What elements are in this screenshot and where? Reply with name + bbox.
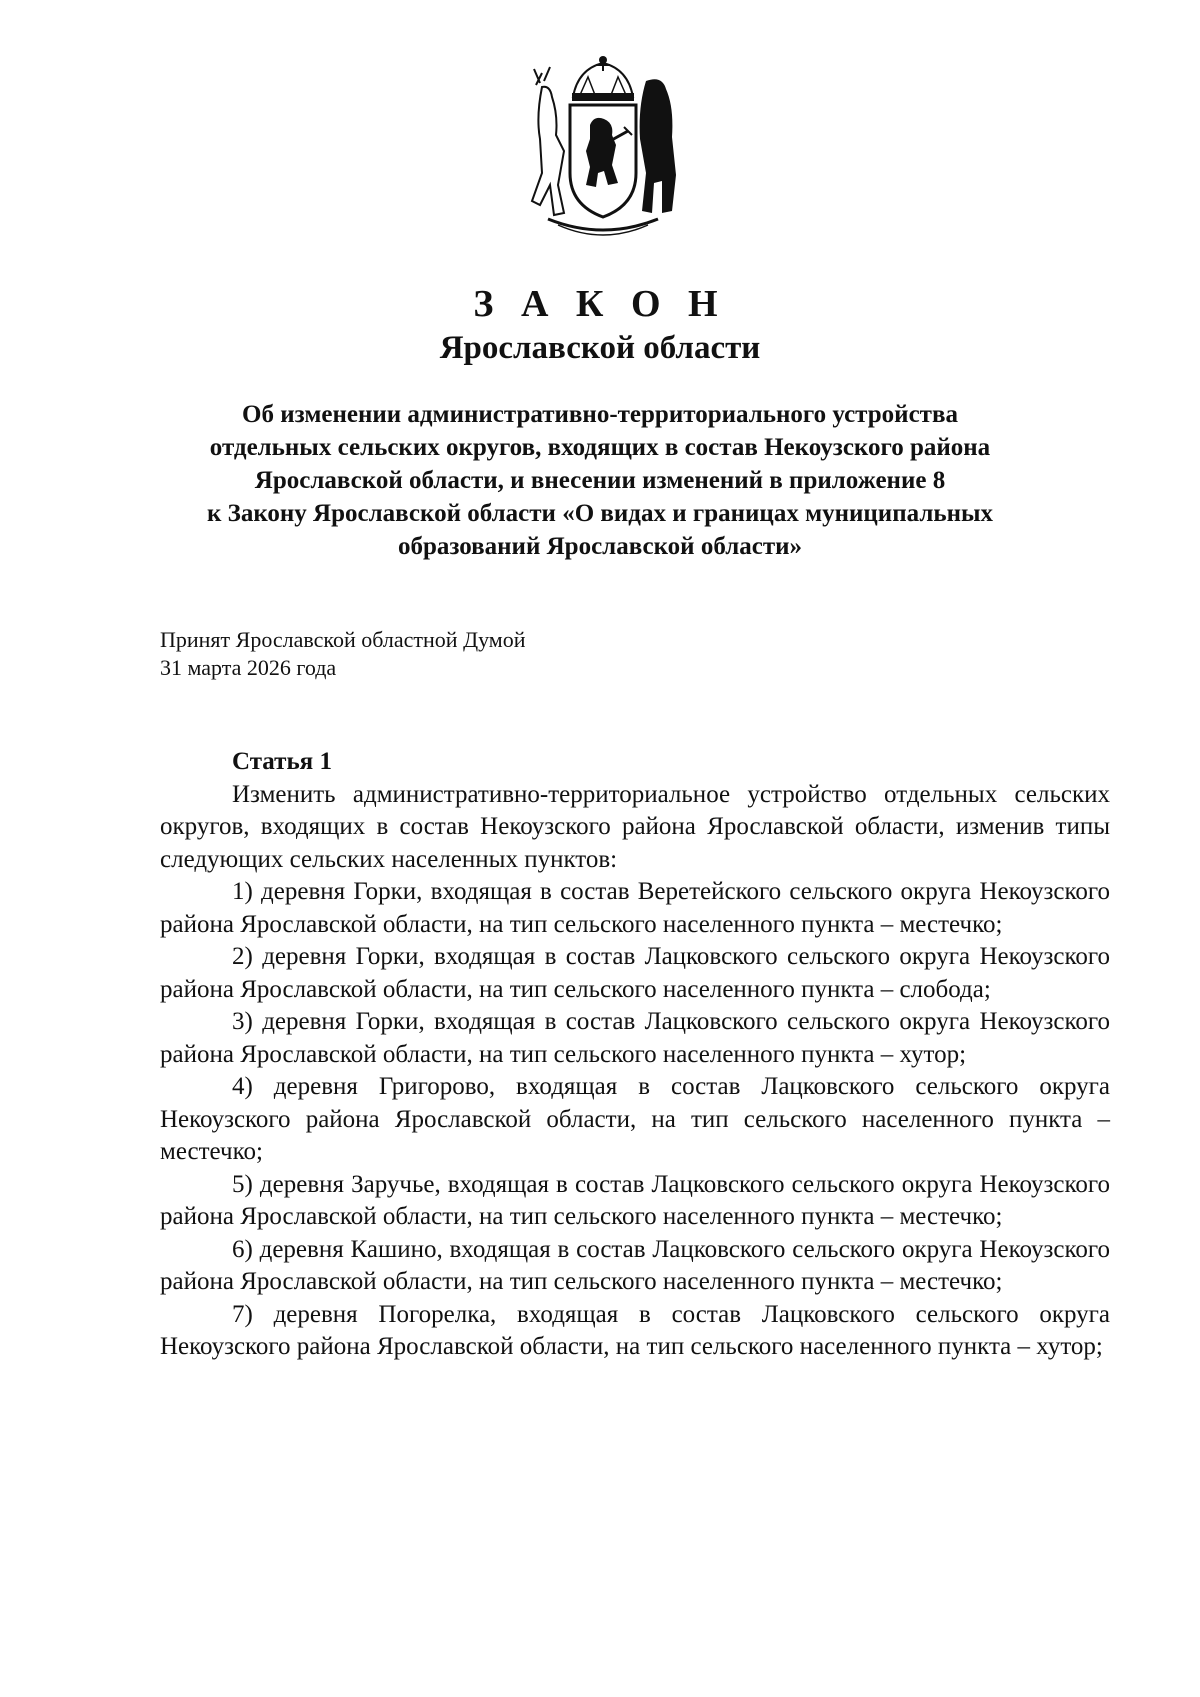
article-item: 7) деревня Погорелка, входящая в состав Лацковского сельского округа Некоузского района Ярославской области, на тип сельского населенного пункта – хутор;: [160, 1300, 1110, 1360]
subject-line: Ярославской области, и внесении изменений в приложение 8: [254, 467, 946, 494]
article-item: 3) деревня Горки, входящая в состав Лацковского сельского округа Некоузского района Ярославской области, на тип сельского населенного пункта – хутор;: [160, 1008, 1110, 1068]
subject-line: образований Ярославской области»: [397, 533, 803, 560]
article-item: 4) деревня Григорово, входящая в состав Лацковского сельского округа Некоузского района Ярославской области, на тип сельского населенного пункта – местечко;: [160, 1073, 1110, 1165]
article-item: 5) деревня Заручье, входящая в состав Лацковского сельского округа Некоузского района Ярославской области, на тип сельского населенного пункта – местечко;: [160, 1170, 1110, 1230]
subject-line: к Закону Ярославской области «О видах и границах муниципальных: [206, 500, 994, 527]
law-title: З А К О Н: [473, 283, 727, 325]
subject-line: отдельных сельских округов, входящих в состав Некоузского района: [209, 434, 991, 461]
article-heading: Статья 1: [232, 748, 332, 775]
yaroslavl-coat-of-arms-icon: [528, 55, 678, 240]
subject-line: Об изменении административно-территориального устройства: [242, 401, 958, 428]
article-item: 2) деревня Горки, входящая в состав Лацковского сельского округа Некоузского района Ярославской области, на тип сельского населенного пункта – слобода;: [160, 943, 1110, 1003]
adopted-date: 31 марта 2026 года: [160, 655, 337, 680]
article-item: 6) деревня Кашино, входящая в состав Лацковского сельского округа Некоузского района Ярославской области, на тип сельского населенного пункта – местечко;: [160, 1235, 1110, 1295]
law-region: Ярославской области: [439, 330, 761, 366]
law-subject: [0, 398, 1200, 563]
adopted-by: Принят Ярославской областной Думой: [160, 627, 526, 652]
article-1: [160, 746, 1110, 1364]
article-intro: Изменить административно-территориальное устройство отдельных сельских округов, входящих в состав Некоузского района Ярославской области, изменив типы следующих сельских населенных пунктов:: [160, 780, 1110, 873]
adoption-info: [160, 626, 526, 682]
article-item: 1) деревня Горки, входящая в состав Веретейского сельского округа Некоузского района Ярославской области, на тип сельского населенного пункта – местечко;: [160, 878, 1110, 938]
